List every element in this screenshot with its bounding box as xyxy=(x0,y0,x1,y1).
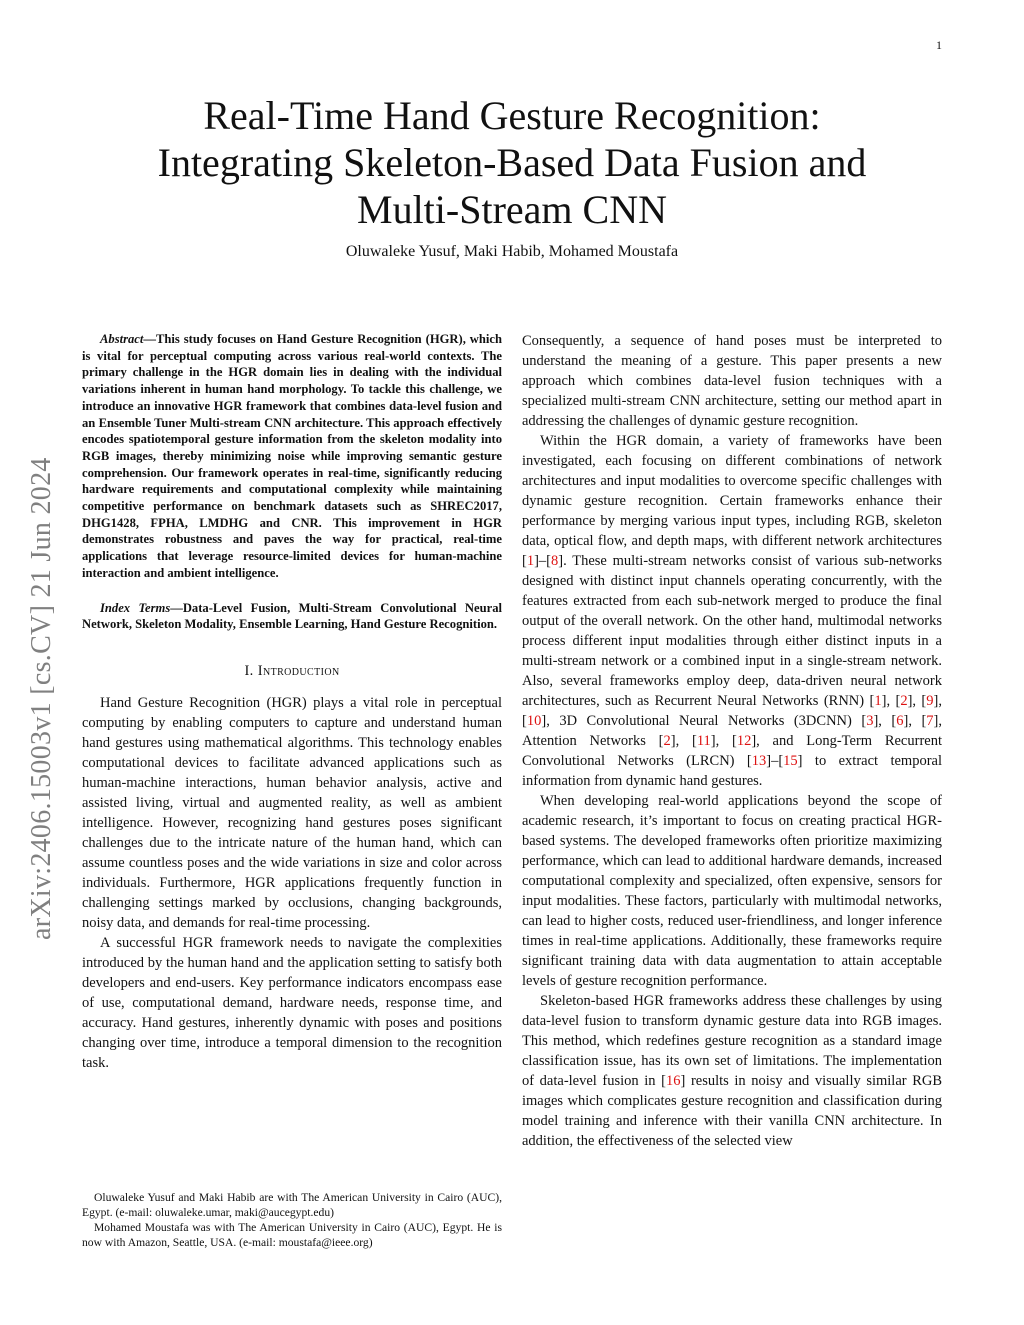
citation-link[interactable]: 1 xyxy=(526,553,535,569)
citation-link[interactable]: 2 xyxy=(900,693,908,709)
paragraph-text: These multi-stream networks consist of various sub-networks designed with distinct input channels operating concurrently, with the features extracted from each sub-network merged to produce the final output of the overall network. On the other hand, multimodal networks process different input modalities through either distinct inputs in a multi-stream network or a combined input in a single-stream network. Also, several frameworks employ deep, data-driven neural network architectures, such as Recurrent Neural Networks (RNN) xyxy=(522,553,942,709)
arxiv-stamp: arXiv:2406.15003v1 [cs.CV] 21 Jun 2024 xyxy=(26,457,57,940)
paragraph: Consequently, a sequence of hand poses must be interpreted to understand the meaning of a gesture. This paper presents a new approach which combines data-level fusion techniques with a specialized multi-stream CNN architecture, setting our method apart in addressing the challenges of dynamic gesture recognition. xyxy=(522,333,942,429)
left-column xyxy=(82,331,502,1073)
paragraph-text: Skeleton-based HGR frameworks address these challenges by using data-level fusion to transform dynamic gesture data into RGB images. This method, which redefines gesture recognition as a standard image classification issue, has its own set of limitations. The implementation of data-level fusion in xyxy=(522,993,942,1089)
citation-link[interactable]: 16 xyxy=(666,1073,681,1089)
title-line: Integrating Skeleton-Based Data Fusion and xyxy=(157,140,867,185)
title-line: Multi-Stream CNN xyxy=(357,187,667,232)
footnotes xyxy=(82,1190,502,1250)
citation-link[interactable]: 3 xyxy=(866,713,874,729)
paragraph-text: results in noisy and visually similar RGB images which complicates gesture recognition and classification during model training and inference with their vanilla CNN architecture. In addition, the effectiveness of the selected view xyxy=(522,1073,943,1149)
abstract-text: This study focuses on Hand Gesture Recognition (HGR), which is vital for perceptual computing across various real-world contexts. The primary challenge in the HGR domain lies in dealing with the individual variations inherent in human hand morphology. To tackle this challenge, we introduce an innovative HGR framework that combines data-level fusion and an Ensemble Tuner Multi-stream CNN architecture. This approach effectively encodes spatiotemporal gesture information from the skeleton modality into RGB images, thereby minimizing noise while improving semantic gesture comprehension. Our framework operates in real-time, significantly reducing hardware requirements and computational complexity while maintaining competitive performance on benchmark datasets such as SHREC2017, DHG1428, FPHA, LMDHG and CNR. This improvement in HGR demonstrates robustness and paves the way for practical, real-time applications that leverage resource-limited devices for human-machine interaction and ambient intelligence. xyxy=(82,332,502,580)
paragraph-text: , and Long-Term Recurrent Convolutional Networks (LRCN) xyxy=(522,733,942,769)
section-heading: I. Introduction xyxy=(244,662,340,679)
title-line: Real-Time Hand Gesture Recognition: xyxy=(203,93,821,138)
citation-link[interactable]: 8 xyxy=(551,553,559,569)
paragraph: Skeleton-based HGR frameworks address these challenges by using data-level fusion to transform dynamic gesture data into RGB images. This method, which redefines gesture recognition as a standard image classification issue, has its own set of limitations. The implementation of data-level fusion in [16] results in noisy and visually similar RGB images which complicates gesture recognition and classification during model training and inference with their vanilla CNN architecture. In addition, the effectiveness of the selected view xyxy=(522,993,943,1149)
citation-link[interactable]: 6 xyxy=(896,713,904,729)
paragraph: A successful HGR framework needs to navigate the complexities introduced by the human hand and the application setting to satisfy both developers and end-users. Key performance indicators encompass ease of use, computational demand, hardware needs, response time, and accuracy. Hand gestures, inherently dynamic with poses and positions changing over time, introduce a temporal dimension to the recognition task. xyxy=(82,934,502,1071)
abstract-label: Abstract xyxy=(100,332,144,346)
citation-link[interactable]: 10 xyxy=(526,713,542,729)
index-terms-label: Index Terms xyxy=(100,600,171,615)
citation-link[interactable]: 7 xyxy=(926,713,934,729)
index-terms-text: Data-Level Fusion, Multi-Stream Convolutional Neural Network, Skeleton Modality, Ensemble Learning, Hand Gesture Recognition. xyxy=(82,600,502,632)
paragraph-text: to extract temporal information from dynamic hand gestures. xyxy=(522,753,942,789)
paragraph-text: , 3D Convolutional Neural Networks (3DCNN) xyxy=(546,713,862,729)
author-list: Oluwaleke Yusuf, Maki Habib, Mohamed Moustafa xyxy=(345,243,679,260)
citation-link[interactable]: 1 xyxy=(874,693,882,709)
footnote: Mohamed Moustafa was with The American University in Cairo (AUC), Egypt. He is now with Amazon, Seattle, USA. (e-mail: moustafa@ieee.org) xyxy=(82,1221,502,1249)
paragraph-text: Within the HGR domain, a variety of frameworks have been investigated, each focusing on different combinations of network architectures and input modalities to overcome specific challenges with dynamic gesture recognition. Certain frameworks enhance their performance by merging various input types, including RGB, skeleton data, optical flow, and depth maps, with different network architectures xyxy=(522,433,942,549)
paragraph: Hand Gesture Recognition (HGR) plays a vital role in perceptual computing by enabling computers to capture and understand human hand gestures using mathematical algorithms. This technology enables computational devices to facilitate advanced applications such as human-machine interactions, human behavior analysis, active and assisted living, virtual and augmented reality, as well as ambient intelligence. However, recognizing hand gestures poses significant challenges due to the intricate nature of the human hand, which can assume countless poses and the wide variations in size and color across individuals. Furthermore, HGR applications frequently function in challenging settings marked by occlusions, changing backgrounds, noisy data, and demands for real-time processing. xyxy=(82,694,502,931)
paragraph: When developing real-world applications beyond the scope of academic research, it’s important to focus on creating practical HGR-based systems. The developed frameworks often prioritize maximizing performance, which can lead to additional hardware demands, increased computational complexity and specialized, often expensive, sensors for input modalities. These factors, particularly with multimodal networks, can lead to higher costs, reduced user-friendliness, and longer inference times in real-time applications. Additionally, these frameworks require significant training data with data augmentation to attain acceptable levels of gesture recognition performance. xyxy=(522,793,942,989)
citation-link[interactable]: 12 xyxy=(736,733,752,749)
abstract: Abstract—This study focuses on Hand Gesture Recognition (HGR), which is vital for perceptual computing across various real-world contexts. The primary challenge in the HGR domain lies in dealing with the individual variations inherent in human hand morphology. To tackle this challenge, we introduce an innovative HGR framework that combines data-level fusion and an Ensemble Tuner Multi-stream CNN architecture. This approach effectively encodes spatiotemporal gesture information from the skeleton modality into RGB images, thereby minimizing noise while improving semantic gesture comprehension. Our framework operates in real-time, significantly reducing hardware requirements and computational complexity while maintaining competitive performance on benchmark datasets such as SHREC2017, DHG1428, FPHA, LMDHG and CNR. This improvement in HGR demonstrates robustness and paves the way for practical, real-time applications that leverage resource-limited devices for human-machine interaction and ambient intelligence. xyxy=(82,332,502,580)
paragraph: Within the HGR domain, a variety of frameworks have been investigated, each focusing on different combinations of network architectures and input modalities to overcome specific challenges with dynamic gesture recognition. Certain frameworks enhance their performance by merging various input types, including RGB, skeleton data, optical flow, and depth maps, with different network architectures [1]–[8]. These multi-stream networks consist of various sub-networks designed with distinct input channels operating concurrently, with the features extracted from each sub-network merged to produce the final output of the overall network. On the other hand, multimodal networks process different input modalities through either distinct inputs in a multi-stream network or a combined input in a single-stream network. Also, several frameworks employ deep, data-driven neural network architectures, such as Recurrent Neural Networks (RNN) [1], [2], [9], [10], 3D Convolutional Neural Networks (3DCNN) [3], [6], [7], Attention Networks [2], [11], [12], and Long-Term Recurrent Convolutional Networks (LRCN) [13]–[15] to extract temporal information from dynamic hand gestures. xyxy=(522,433,942,789)
citation-link[interactable]: 13 xyxy=(751,753,767,769)
citation-link[interactable]: 2 xyxy=(663,733,671,749)
paragraph-text: , Attention Networks xyxy=(522,713,942,749)
right-column xyxy=(522,331,942,1151)
paper-title xyxy=(110,92,914,233)
index-terms: Index Terms—Data-Level Fusion, Multi-Stream Convolutional Neural Network, Skeleton Modality, Ensemble Learning, Hand Gesture Recognition. xyxy=(82,600,502,632)
citation-link[interactable]: 15 xyxy=(783,753,798,769)
citation-link[interactable]: 11 xyxy=(696,733,711,749)
citation-link[interactable]: 9 xyxy=(926,693,934,709)
footnote: Oluwaleke Yusuf and Maki Habib are with The American University in Cairo (AUC), Egypt. (e-mail: oluwaleke.umar, maki@aucegypt.edu) xyxy=(82,1191,502,1219)
page-number: 1 xyxy=(936,38,942,52)
